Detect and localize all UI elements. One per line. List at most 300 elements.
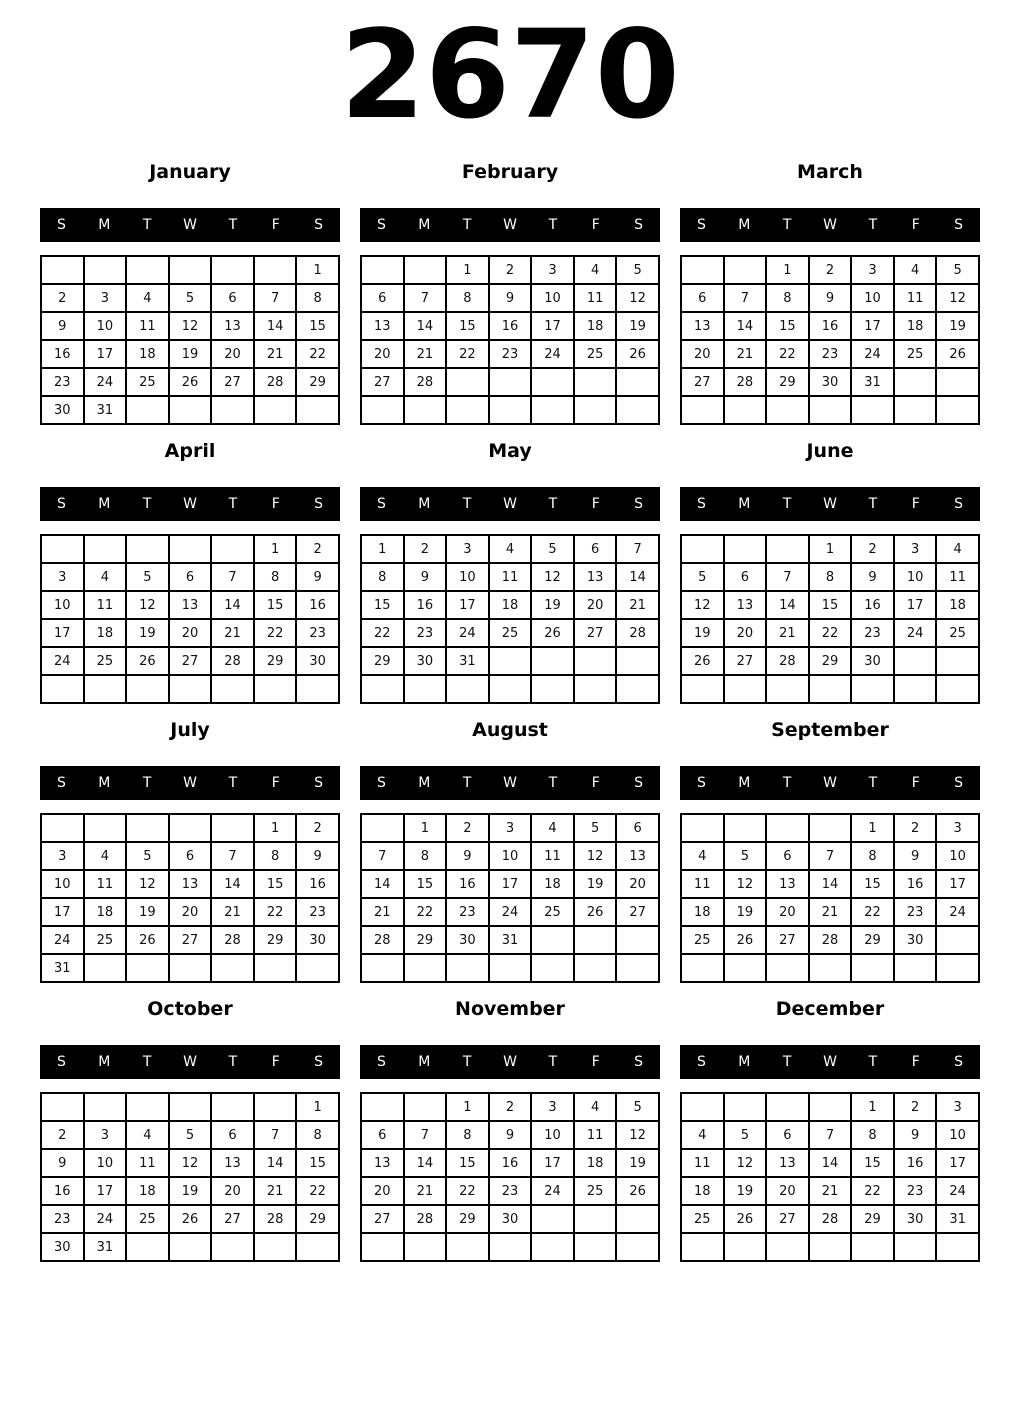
day-cell: 15 (851, 870, 894, 898)
weekday-header (680, 487, 980, 521)
weekday-label: T (228, 217, 238, 233)
month-block (360, 429, 660, 708)
week-row (41, 591, 339, 619)
empty-day-cell (616, 368, 659, 396)
empty-day-cell (126, 256, 169, 284)
weekday-label: S (56, 1054, 66, 1070)
week-row (41, 396, 339, 424)
day-cell: 17 (894, 591, 937, 619)
day-cell: 13 (574, 563, 617, 591)
day-cell: 20 (361, 1177, 404, 1205)
weekday-label: F (591, 496, 600, 512)
weekday-label: M (98, 775, 111, 791)
weekday-label: M (98, 496, 111, 512)
day-cell: 15 (296, 312, 339, 340)
weekday-label: W (183, 775, 197, 791)
day-cell: 14 (211, 591, 254, 619)
week-row (681, 1205, 979, 1233)
weekday-label: S (696, 775, 706, 791)
day-cell: 6 (361, 284, 404, 312)
day-cell: 5 (616, 1093, 659, 1121)
weekday-label: F (911, 496, 920, 512)
day-cell: 21 (404, 340, 447, 368)
week-row (361, 814, 659, 842)
day-cell: 14 (254, 1149, 297, 1177)
week-row (681, 1233, 979, 1261)
day-cell: 31 (446, 647, 489, 675)
empty-day-cell (489, 647, 532, 675)
day-cell: 15 (254, 591, 297, 619)
day-cell: 30 (296, 647, 339, 675)
day-cell: 1 (404, 814, 447, 842)
day-cell: 1 (361, 535, 404, 563)
day-cell: 17 (84, 340, 127, 368)
day-cell: 1 (766, 256, 809, 284)
day-cell: 23 (894, 1177, 937, 1205)
day-cell: 16 (446, 870, 489, 898)
day-cell: 31 (489, 926, 532, 954)
empty-day-cell (126, 396, 169, 424)
day-cell: 14 (404, 312, 447, 340)
day-cell: 23 (296, 619, 339, 647)
week-row (361, 1233, 659, 1261)
week-row (41, 1149, 339, 1177)
day-cell: 12 (616, 1121, 659, 1149)
week-row (361, 675, 659, 703)
day-cell: 16 (851, 591, 894, 619)
day-cell: 27 (361, 1205, 404, 1233)
week-row (361, 284, 659, 312)
week-row (361, 591, 659, 619)
empty-day-cell (169, 535, 212, 563)
empty-day-cell (169, 1093, 212, 1121)
day-cell: 16 (894, 1149, 937, 1177)
day-cell: 19 (126, 898, 169, 926)
weekday-label: S (634, 1054, 644, 1070)
empty-day-cell (894, 368, 937, 396)
day-cell: 9 (41, 1149, 84, 1177)
empty-day-cell (616, 954, 659, 982)
date-grid (680, 1092, 980, 1262)
week-row (361, 340, 659, 368)
day-cell: 6 (211, 1121, 254, 1149)
day-cell: 16 (296, 870, 339, 898)
day-cell: 8 (254, 563, 297, 591)
day-cell: 10 (446, 563, 489, 591)
weekday-label: S (954, 496, 964, 512)
day-cell: 7 (404, 1121, 447, 1149)
empty-day-cell (211, 1233, 254, 1261)
day-cell: 5 (531, 535, 574, 563)
day-cell: 29 (361, 647, 404, 675)
weekday-label: F (591, 775, 600, 791)
date-grid (40, 1092, 340, 1262)
day-cell: 29 (766, 368, 809, 396)
day-cell: 19 (574, 870, 617, 898)
month-title: April (164, 440, 216, 462)
weekday-label: T (228, 775, 238, 791)
day-cell: 4 (489, 535, 532, 563)
empty-day-cell (894, 647, 937, 675)
week-row (681, 591, 979, 619)
day-cell: 12 (126, 870, 169, 898)
month-title: August (472, 719, 548, 741)
empty-day-cell (531, 396, 574, 424)
empty-day-cell (574, 675, 617, 703)
empty-day-cell (766, 675, 809, 703)
day-cell: 17 (84, 1177, 127, 1205)
day-cell: 26 (936, 340, 979, 368)
day-cell: 8 (404, 842, 447, 870)
day-cell: 9 (446, 842, 489, 870)
empty-day-cell (169, 954, 212, 982)
empty-day-cell (894, 396, 937, 424)
empty-day-cell (126, 675, 169, 703)
day-cell: 21 (211, 898, 254, 926)
empty-day-cell (809, 954, 852, 982)
month-title: July (170, 719, 210, 741)
day-cell: 5 (169, 1121, 212, 1149)
day-cell: 3 (531, 256, 574, 284)
day-cell: 13 (616, 842, 659, 870)
weekday-label: T (142, 496, 152, 512)
day-cell: 11 (681, 1149, 724, 1177)
day-cell: 22 (404, 898, 447, 926)
month-block (360, 987, 660, 1266)
day-cell: 28 (211, 647, 254, 675)
weekday-label: F (271, 1054, 280, 1070)
empty-day-cell (404, 954, 447, 982)
weekday-label: S (634, 775, 644, 791)
day-cell: 1 (296, 1093, 339, 1121)
day-cell: 3 (489, 814, 532, 842)
weekday-label: S (376, 1054, 386, 1070)
month-title: October (147, 998, 233, 1020)
day-cell: 1 (809, 535, 852, 563)
weekday-label: T (782, 775, 792, 791)
day-cell: 29 (446, 1205, 489, 1233)
day-cell: 14 (404, 1149, 447, 1177)
day-cell: 27 (681, 368, 724, 396)
empty-day-cell (211, 954, 254, 982)
empty-day-cell (936, 926, 979, 954)
day-cell: 26 (616, 1177, 659, 1205)
week-row (361, 870, 659, 898)
day-cell: 19 (169, 340, 212, 368)
day-cell: 12 (724, 870, 767, 898)
day-cell: 19 (724, 1177, 767, 1205)
weekday-label: T (228, 1054, 238, 1070)
day-cell: 16 (404, 591, 447, 619)
empty-day-cell (531, 1205, 574, 1233)
day-cell: 30 (41, 1233, 84, 1261)
day-cell: 20 (766, 898, 809, 926)
day-cell: 3 (936, 1093, 979, 1121)
empty-day-cell (84, 256, 127, 284)
empty-day-cell (254, 256, 297, 284)
day-cell: 2 (809, 256, 852, 284)
day-cell: 10 (41, 591, 84, 619)
day-cell: 3 (446, 535, 489, 563)
day-cell: 22 (254, 898, 297, 926)
day-cell: 26 (724, 926, 767, 954)
empty-day-cell (766, 396, 809, 424)
day-cell: 14 (724, 312, 767, 340)
day-cell: 7 (361, 842, 404, 870)
day-cell: 6 (169, 842, 212, 870)
month-title: September (771, 719, 889, 741)
day-cell: 2 (296, 814, 339, 842)
day-cell: 31 (84, 396, 127, 424)
day-cell: 13 (724, 591, 767, 619)
day-cell: 5 (724, 1121, 767, 1149)
day-cell: 15 (446, 1149, 489, 1177)
day-cell: 2 (41, 284, 84, 312)
weekday-label: W (183, 496, 197, 512)
day-cell: 8 (809, 563, 852, 591)
empty-day-cell (936, 368, 979, 396)
empty-day-cell (211, 675, 254, 703)
day-cell: 24 (84, 1205, 127, 1233)
day-cell: 18 (894, 312, 937, 340)
weekday-label: S (954, 217, 964, 233)
day-cell: 14 (361, 870, 404, 898)
day-cell: 16 (894, 870, 937, 898)
day-cell: 23 (894, 898, 937, 926)
day-cell: 29 (254, 926, 297, 954)
day-cell: 8 (851, 842, 894, 870)
week-row (361, 954, 659, 982)
day-cell: 17 (851, 312, 894, 340)
date-grid (360, 813, 660, 983)
day-cell: 16 (41, 1177, 84, 1205)
empty-day-cell (766, 1233, 809, 1261)
day-cell: 11 (126, 1149, 169, 1177)
week-row (41, 647, 339, 675)
empty-day-cell (446, 675, 489, 703)
day-cell: 14 (211, 870, 254, 898)
day-cell: 4 (936, 535, 979, 563)
weekday-label: T (548, 217, 558, 233)
empty-day-cell (574, 954, 617, 982)
day-cell: 15 (446, 312, 489, 340)
weekday-header (360, 766, 660, 800)
day-cell: 18 (574, 1149, 617, 1177)
day-cell: 13 (211, 1149, 254, 1177)
day-cell: 9 (296, 842, 339, 870)
weekday-label: S (954, 1054, 964, 1070)
empty-day-cell (126, 954, 169, 982)
empty-day-cell (809, 396, 852, 424)
empty-day-cell (296, 396, 339, 424)
day-cell: 19 (616, 1149, 659, 1177)
day-cell: 27 (361, 368, 404, 396)
day-cell: 25 (894, 340, 937, 368)
empty-day-cell (446, 368, 489, 396)
day-cell: 11 (894, 284, 937, 312)
day-cell: 28 (404, 368, 447, 396)
day-cell: 21 (211, 619, 254, 647)
day-cell: 18 (574, 312, 617, 340)
day-cell: 27 (169, 647, 212, 675)
day-cell: 10 (84, 312, 127, 340)
weekday-header (40, 487, 340, 521)
day-cell: 23 (296, 898, 339, 926)
day-cell: 18 (126, 1177, 169, 1205)
day-cell: 8 (361, 563, 404, 591)
day-cell: 12 (126, 591, 169, 619)
day-cell: 21 (616, 591, 659, 619)
week-row (681, 898, 979, 926)
day-cell: 1 (254, 535, 297, 563)
empty-day-cell (41, 535, 84, 563)
day-cell: 28 (809, 926, 852, 954)
day-cell: 7 (809, 1121, 852, 1149)
day-cell: 28 (809, 1205, 852, 1233)
empty-day-cell (126, 814, 169, 842)
empty-day-cell (361, 954, 404, 982)
empty-day-cell (724, 1233, 767, 1261)
day-cell: 16 (296, 591, 339, 619)
weekday-label: F (271, 217, 280, 233)
day-cell: 2 (41, 1121, 84, 1149)
day-cell: 19 (616, 312, 659, 340)
day-cell: 4 (574, 1093, 617, 1121)
empty-day-cell (126, 535, 169, 563)
day-cell: 20 (766, 1177, 809, 1205)
day-cell: 13 (766, 870, 809, 898)
day-cell: 14 (809, 870, 852, 898)
day-cell: 31 (84, 1233, 127, 1261)
weekday-label: M (738, 775, 751, 791)
week-row (41, 284, 339, 312)
weekday-label: T (548, 1054, 558, 1070)
empty-day-cell (41, 256, 84, 284)
empty-day-cell (681, 814, 724, 842)
day-cell: 4 (84, 563, 127, 591)
weekday-label: M (738, 217, 751, 233)
day-cell: 21 (361, 898, 404, 926)
day-cell: 1 (296, 256, 339, 284)
weekday-label: W (823, 775, 837, 791)
day-cell: 6 (169, 563, 212, 591)
empty-day-cell (616, 647, 659, 675)
day-cell: 10 (41, 870, 84, 898)
day-cell: 17 (531, 312, 574, 340)
day-cell: 12 (531, 563, 574, 591)
empty-day-cell (446, 396, 489, 424)
day-cell: 25 (574, 340, 617, 368)
day-cell: 15 (361, 591, 404, 619)
empty-day-cell (254, 954, 297, 982)
day-cell: 14 (766, 591, 809, 619)
empty-day-cell (489, 396, 532, 424)
day-cell: 13 (681, 312, 724, 340)
week-row (41, 368, 339, 396)
weekday-label: M (418, 1054, 431, 1070)
day-cell: 6 (766, 1121, 809, 1149)
day-cell: 30 (851, 647, 894, 675)
week-row (361, 1121, 659, 1149)
day-cell: 11 (574, 1121, 617, 1149)
day-cell: 18 (489, 591, 532, 619)
day-cell: 22 (361, 619, 404, 647)
day-cell: 12 (724, 1149, 767, 1177)
day-cell: 15 (296, 1149, 339, 1177)
day-cell: 2 (489, 1093, 532, 1121)
empty-day-cell (809, 1233, 852, 1261)
empty-day-cell (361, 396, 404, 424)
day-cell: 12 (169, 312, 212, 340)
day-cell: 23 (851, 619, 894, 647)
empty-day-cell (211, 396, 254, 424)
day-cell: 10 (531, 1121, 574, 1149)
day-cell: 2 (404, 535, 447, 563)
day-cell: 20 (361, 340, 404, 368)
day-cell: 10 (851, 284, 894, 312)
day-cell: 22 (446, 340, 489, 368)
day-cell: 3 (894, 535, 937, 563)
weekday-header (360, 1045, 660, 1079)
empty-day-cell (489, 368, 532, 396)
day-cell: 7 (616, 535, 659, 563)
day-cell: 1 (851, 1093, 894, 1121)
empty-day-cell (894, 1233, 937, 1261)
week-row (41, 312, 339, 340)
day-cell: 17 (531, 1149, 574, 1177)
weekday-header (680, 208, 980, 242)
empty-day-cell (574, 1233, 617, 1261)
day-cell: 29 (254, 647, 297, 675)
day-cell: 27 (766, 926, 809, 954)
day-cell: 4 (126, 284, 169, 312)
month-block (40, 150, 340, 429)
weekday-header (40, 208, 340, 242)
empty-day-cell (724, 535, 767, 563)
week-row (681, 340, 979, 368)
weekday-label: F (911, 1054, 920, 1070)
day-cell: 30 (809, 368, 852, 396)
week-row (681, 284, 979, 312)
day-cell: 28 (254, 1205, 297, 1233)
day-cell: 11 (84, 591, 127, 619)
day-cell: 10 (894, 563, 937, 591)
month-block (40, 429, 340, 708)
day-cell: 18 (84, 619, 127, 647)
empty-day-cell (574, 647, 617, 675)
day-cell: 29 (851, 926, 894, 954)
empty-day-cell (574, 1205, 617, 1233)
day-cell: 12 (574, 842, 617, 870)
day-cell: 5 (681, 563, 724, 591)
week-row (681, 675, 979, 703)
day-cell: 10 (936, 1121, 979, 1149)
weekday-label: S (314, 496, 324, 512)
week-row (681, 814, 979, 842)
day-cell: 20 (724, 619, 767, 647)
day-cell: 31 (936, 1205, 979, 1233)
week-row (361, 842, 659, 870)
day-cell: 12 (616, 284, 659, 312)
day-cell: 13 (361, 312, 404, 340)
day-cell: 6 (361, 1121, 404, 1149)
day-cell: 25 (489, 619, 532, 647)
day-cell: 17 (41, 898, 84, 926)
empty-day-cell (616, 675, 659, 703)
week-row (41, 340, 339, 368)
empty-day-cell (766, 535, 809, 563)
weekday-label: M (98, 1054, 111, 1070)
